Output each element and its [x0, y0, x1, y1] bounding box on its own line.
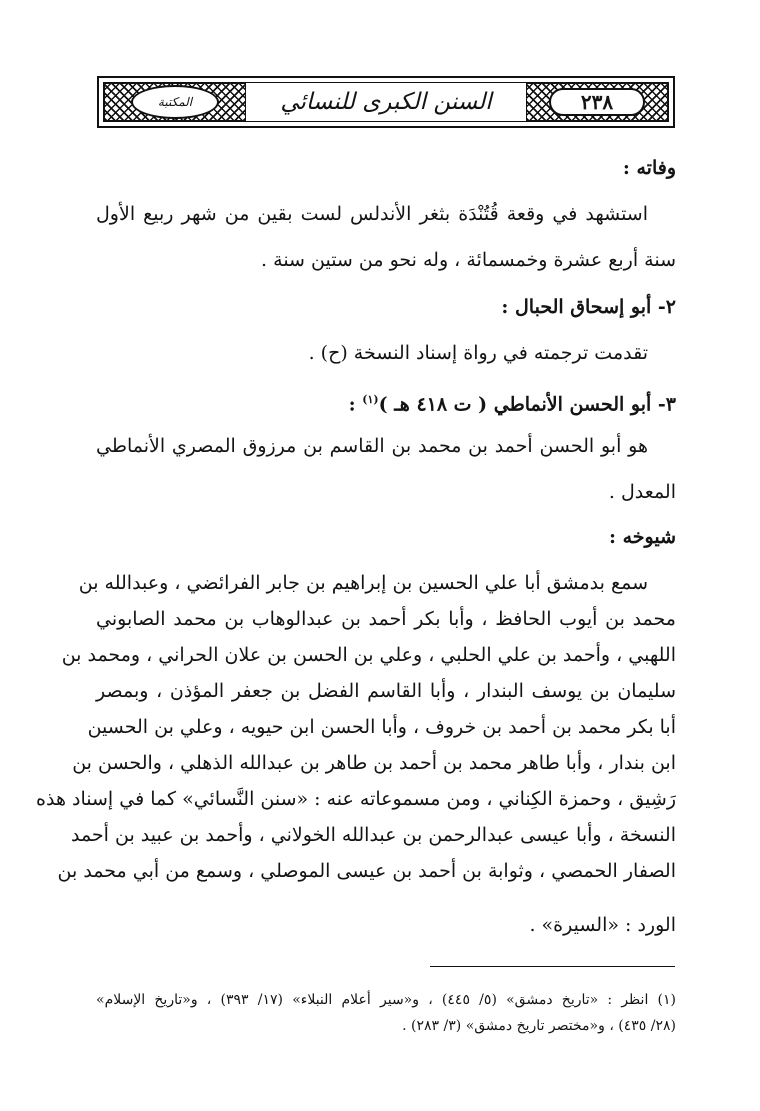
emblem-text: المكتبة — [157, 95, 193, 109]
teachers-heading: شيوخه : — [608, 526, 676, 548]
heading-colon: : — [348, 393, 363, 416]
bio-line-1: هو أبو الحسن أحمد بن محمد بن القاسم بن مرزوق المصري الأنماطي — [96, 435, 648, 457]
teachers-line: اللهبي ، وأحمد بن علي الحلبي ، وعلي بن الحسن بن علان الحراني ، ومحمد بن — [61, 644, 676, 666]
death-text-line-1: استشهد في وقعة قُتُنْدَة بثغر الأندلس لست بقين من شهر ربيع الأول — [96, 203, 648, 225]
footnote-line-2: (٢٨/ ٤٣٥) ، و«مختصر تاريخ دمشق» (٣/ ٢٨٣) . — [402, 1018, 676, 1034]
teachers-line: الورد : «السيرة» . — [529, 914, 676, 936]
teachers-line: سمع بدمشق أبا علي الحسين بن إبراهيم بن جابر الفرائضي ، وعبدالله بن — [78, 572, 648, 594]
teachers-line: سليمان بن يوسف البندار ، وأبا القاسم الفضل بن جعفر المؤذن ، وبمصر — [96, 680, 676, 702]
teachers-line: محمد بن أيوب الحافظ ، وأبا بكر أحمد بن عبدالوهاب بن محمد الصابوني — [96, 608, 676, 630]
death-heading: وفاته : — [622, 157, 676, 179]
teachers-line: أبا بكر محمد بن أحمد بن خروف ، وأبا الحسن ابن حيويه ، وعلي بن الحسين — [87, 716, 676, 738]
book-title: السنن الكبرى للنسائي — [280, 89, 492, 115]
death-text-line-2: سنة أربع عشرة وخمسمائة ، وله نحو من ستين سنة . — [261, 249, 676, 271]
footnote-line-1: (١) انظر : «تاريخ دمشق» (٥/ ٤٤٥) ، و«سير أعلام النبلاء» (١٧/ ٣٩٣) ، و«تاريخ الإسلام» — [96, 992, 677, 1008]
bio-line-2: المعدل . — [608, 481, 676, 503]
page-number: ٢٣٨ — [549, 88, 645, 116]
section-2-text: تقدمت ترجمته في رواة إسناد النسخة (ح) . — [308, 342, 648, 364]
section-heading-2: ٢- أبو إسحاق الحبال : — [501, 296, 676, 318]
teachers-line: النسخة ، وأبا عيسى عبدالرحمن بن عبدالله الخولاني ، وأحمد بن عبيد بن أحمد — [70, 824, 676, 846]
teachers-line: ابن بندار ، وأبا طاهر محمد بن أحمد بن طاهر بن عبدالله الذهلي ، والحسن بن — [72, 752, 676, 774]
teachers-line: الصفار الحمصي ، وثوابة بن أحمد بن عيسى الموصلي ، وسمع من أبي محمد بن — [57, 860, 676, 882]
footnote — [36, 0, 677, 1111]
teachers-line: رَشِيق ، وحمزة الكِناني ، ومن مسموعاته عنه : «سنن النَّسائي» كما في إسناد هذه — [36, 788, 676, 810]
section-heading-3-text: ٣- أبو الحسن الأنماطي ( ت ٤١٨ هـ ) — [378, 393, 676, 416]
footnote-ref[interactable]: (١) — [362, 393, 379, 406]
